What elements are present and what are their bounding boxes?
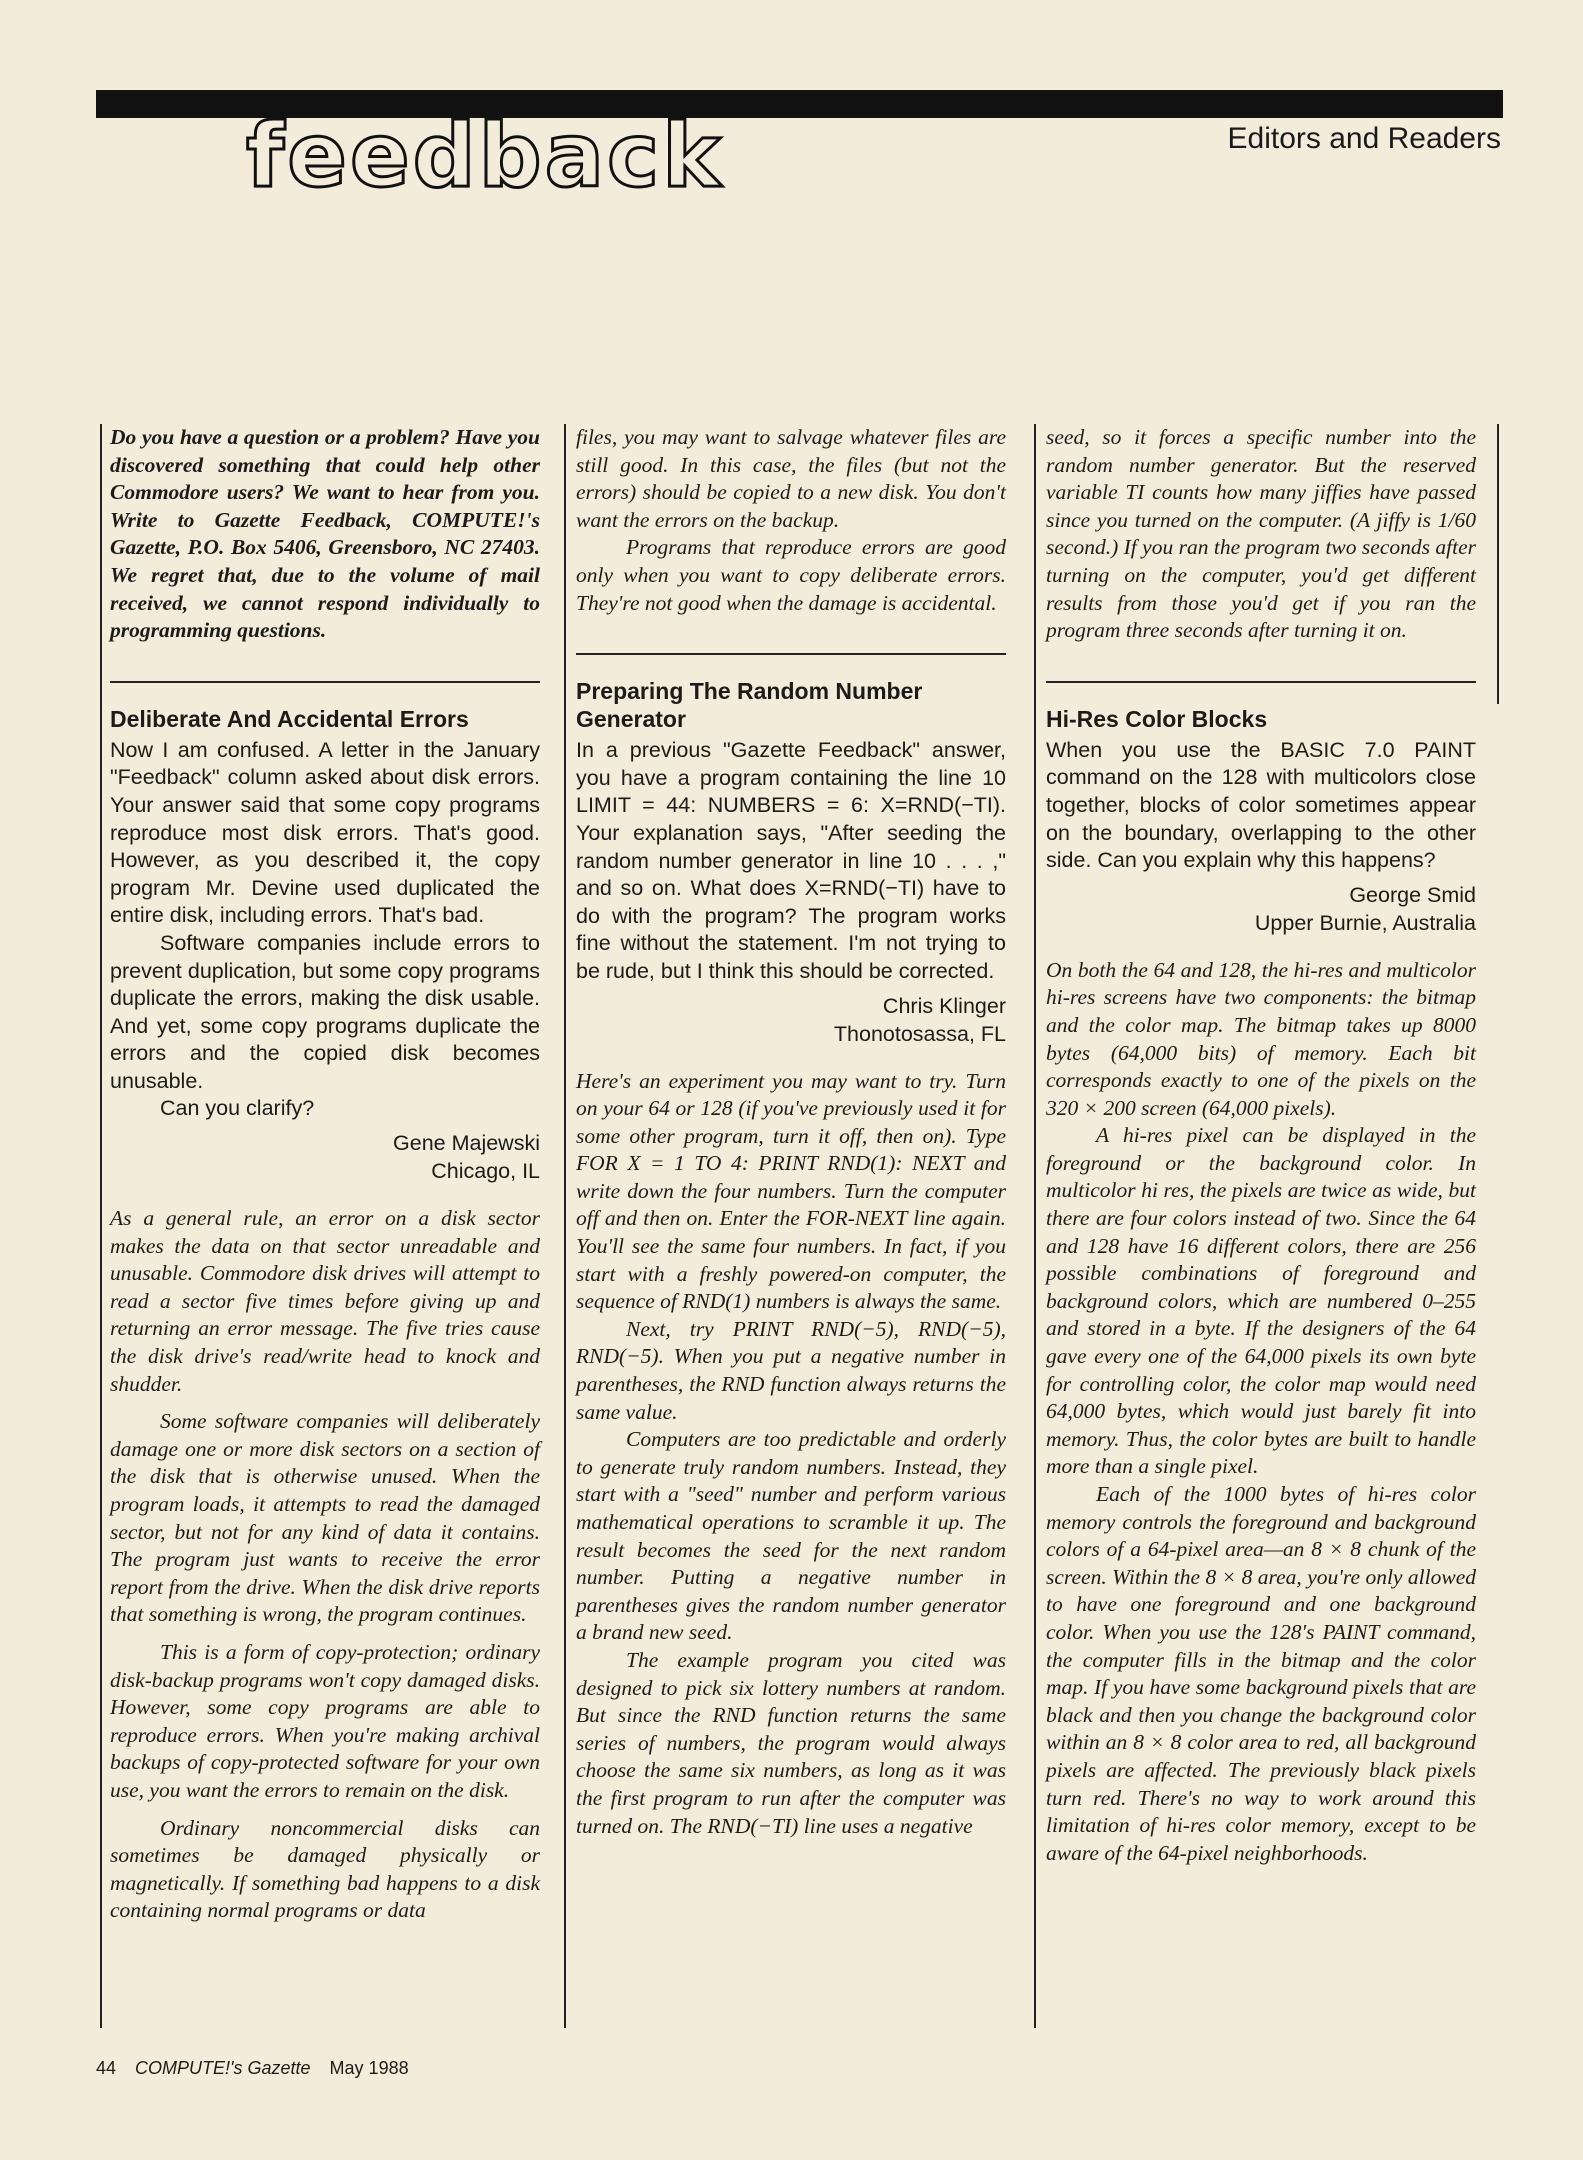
section-kicker: Editors and Readers [1227,122,1501,155]
author-name: Gene Majewski [393,1131,540,1156]
page-number: 44 [96,2058,117,2078]
divider [576,653,1006,655]
article-title: Preparing The Random Number Generator [576,678,923,733]
column-rule-2 [564,424,566,2028]
issue-date: May 1988 [329,2058,409,2078]
answer-paragraph: The example program you cited was designed to pick six lottery numbers at random. But since the RND function returns the same series of numbers, the program would always choose the same six numbers, as long as it was the first program to run after the computer was turned on. The RND(−TI) line uses a negative [576,1647,1006,1838]
letter-paragraph: Can you clarify? [160,1096,315,1121]
answer-paragraph: On both the 64 and 128, the hi-res and multicolor hi-res screens have two components: the bitmap and the color map. The bitmap takes up 8000 bytes (64,000 bits) of memory. Each bit corresponds exactly to one of the pixels on the 320 × 200 screen (64,000 pixels). [1046,957,1476,1120]
page-footer [96,2058,423,2079]
magazine-name: COMPUTE!'s Gazette [135,2058,311,2078]
column-rule-1 [100,424,102,2028]
answer-paragraph: Here's an experiment you may want to try. Turn on your 64 or 128 (if you've previously used it for some other program, turn it off, then on). Type FOR X = 1 TO 4: PRINT RND(1): NEXT and write down the four numbers. Turn the computer off and then on. Enter the FOR-NEXT line again. You'll see the same four numbers. In fact, if you start with a freshly powered-on computer, the sequence of RND(1) numbers is always the same. [576,1068,1006,1314]
article-title: Hi-Res Color Blocks [1046,705,1268,732]
divider [110,681,540,683]
intro-text: Do you have a question or a problem? Have you discovered something that could help other Commodore users? We want to hear from you. Write to Gazette Feedback, COMPUTE!'s Gazette, P.O. Box 5406, Greensboro, NC 27403. We regret that, due to the volume of mail received, we cannot respond individually to programming questions. [110,425,540,643]
letter-signature [110,1129,540,1185]
answer-paragraph: Computers are too predictable and orderly to generate truly random numbers. Instead, they start with a "seed" number and perform various mathematical operations to scramble it up. The result becomes the seed for the next random number. Putting a negative number in parentheses gives the random number generator a brand new seed. [576,1427,1006,1645]
answer-paragraph: Each of the 1000 bytes of hi-res color memory controls the foreground and background colors of a 64-pixel area—an 8 × 8 chunk of the screen. Within the 8 × 8 area, you're only allowed to have one foreground and one background color. When you use the 128's PAINT command, the computer fills in the bitmap and the color map. If you have some background pixels that are black and then you change the background color within an 8 × 8 color area to red, all background pixels are affected. The previously black pixels turn red. There's no way to work around this limitation of hi-res color memory, except to be aware of the 64-pixel neighborhoods. [1046,1482,1476,1865]
author-location: Thonotosassa, FL [833,1021,1006,1046]
author-location: Chicago, IL [431,1159,540,1184]
answer-paragraph: files, you may want to salvage whatever files are still good. In this case, the files (but not the errors) should be copied to a new disk. You don't want the errors on the backup. [576,425,1006,532]
answer-paragraph: Next, try PRINT RND(−5), RND(−5), RND(−5). When you put a negative number in parentheses, the RND function always returns the same value. [576,1316,1006,1424]
answer-paragraph: As a general rule, an error on a disk sector makes the data on that sector unreadable and unusable. Commodore disk drives will attempt to read a sector five times before giving up and returning an error message. The five tries cause the disk drive's read/write head to knock and shudder. [110,1206,540,1396]
letter-signature [576,992,1006,1048]
letter-paragraph: Now I am confused. A letter in the January "Feedback" column asked about disk errors. Your answer said that some copy programs reproduce most disk errors. That's good. However, as you described it, the copy program Mr. Devine used duplicated the entire disk, including errors. That's bad. [110,737,540,928]
article-title: Deliberate And Accidental Errors [110,705,469,732]
column-rule-4 [1497,424,1499,704]
author-location: Upper Burnie, Australia [1254,910,1476,935]
answer-paragraph: Some software companies will deliberately damage one or more disk sectors on a section of the disk that is otherwise unused. When the program loads, it attempts to read the damaged sector, but not for any kind of data it contains. The program just wants to receive the error report from the drive. When the disk drive reports that something is wrong, the program continues. [110,1409,540,1627]
letter-signature [1046,881,1476,937]
column-1 [110,424,540,1925]
column-2 [576,424,1006,1840]
author-name: George Smid [1349,882,1476,907]
divider [1046,681,1476,683]
letter-paragraph: When you use the BASIC 7.0 PAINT command on the 128 with multicolors close together, blocks of color sometimes appear on the boundary, overlapping to the other side. Can you explain why this happens? [1046,737,1476,873]
feedback-logo: feedback [246,104,724,207]
column-3 [1046,424,1476,1867]
answer-paragraph: Ordinary noncommercial disks can sometimes be damaged physically or magnetically. If something bad happens to a disk containing normal programs or data [110,1815,540,1923]
answer-paragraph: Programs that reproduce errors are good only when you want to copy deliberate errors. They're not good when the damage is accidental. [576,535,1006,615]
answer-paragraph: A hi-res pixel can be displayed in the foreground or the background color. In multicolor hi res, the pixels are twice as wide, but there are four colors instead of two. Since the 64 and 128 have 16 different colors, there are 256 possible combinations of foreground and background colors, which are numbered 0–255 and stored in a byte. If the designers of the 64 gave every one of the 64,000 pixels its own byte for controlling color, the color map would need 64,000 bytes, which would just barely fit into memory. Thus, the color bytes are built to handle more than a single pixel. [1046,1123,1476,1479]
answer-paragraph: seed, so it forces a specific number into the random number generator. But the reserved variable TI counts how many jiffies have passed since you turned on the computer. (A jiffy is 1/60 second.) If you ran the program two seconds after turning on the computer, you'd get different results from those you'd get if you ran the program three seconds after turning it on. [1046,425,1476,643]
answer-paragraph: This is a form of copy-protection; ordinary disk-backup programs won't copy damaged disks. However, some copy programs are able to reproduce errors. When you're making archival backups of copy-protected software for your own use, you want the errors to remain on the disk. [110,1639,540,1802]
letter-paragraph: In a previous "Gazette Feedback" answer, you have a program containing the line 10 LIMIT = 44: NUMBERS = 6: X=RND(−TI). Your explanation says, "After seeding the random number generator in line 10 . . . ," and so on. What does X=RND(−TI) have to do with the program? The program works fine without the statement. I'm not trying to be rude, but I think this should be corrected. [576,738,1006,983]
letter-paragraph: Software companies include errors to prevent duplication, but some copy programs duplicate the errors, making the disk usable. And yet, some copy programs duplicate the errors and the copied disk becomes unusable. [110,930,540,1093]
column-rule-3 [1034,424,1036,2028]
author-name: Chris Klinger [882,993,1006,1018]
